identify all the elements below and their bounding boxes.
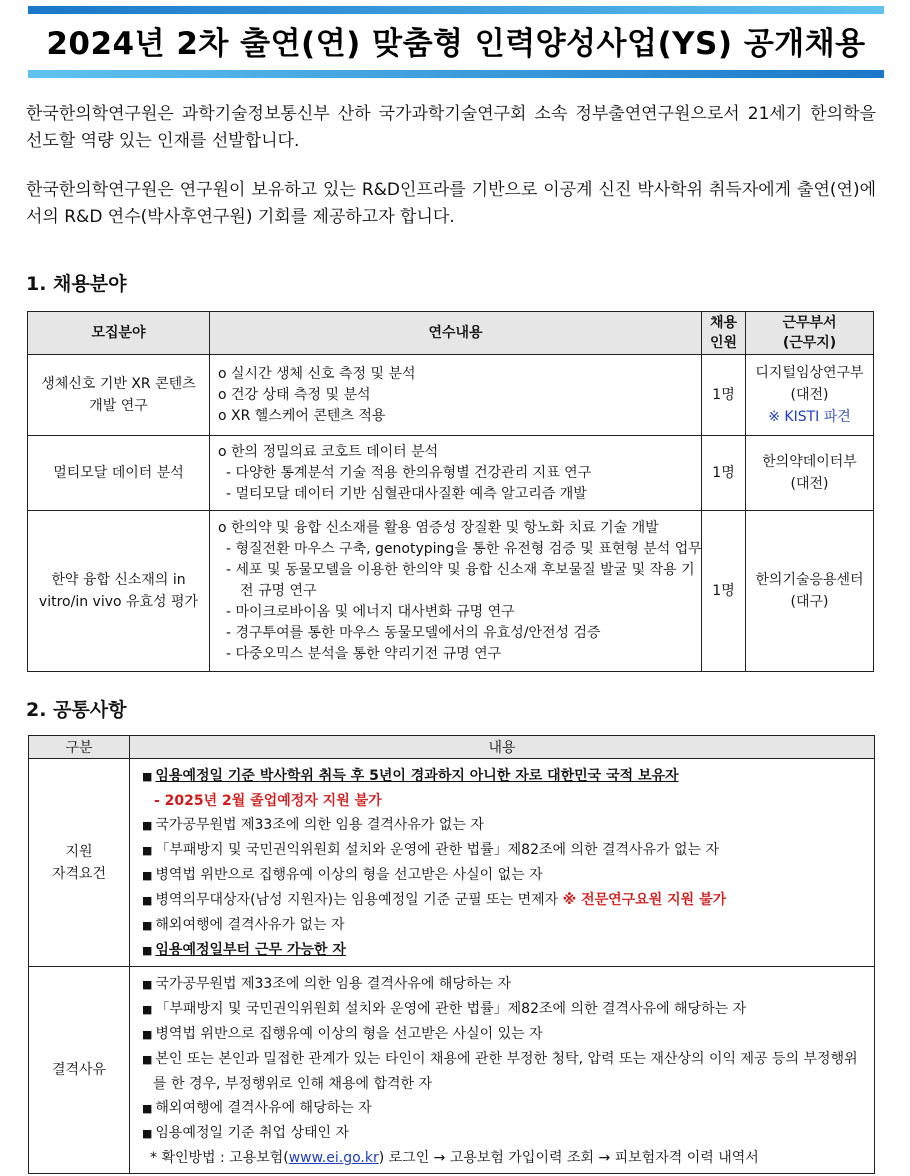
header-content: 내용	[130, 736, 875, 759]
content-cell	[210, 511, 702, 672]
list-item: o 한의약 및 융합 신소재를 활용 염증성 장질환 및 항노화 치료 기술 개발	[218, 519, 659, 536]
content-cell	[210, 355, 702, 436]
banner-bottom-line	[28, 70, 884, 78]
list-item: o XR 헬스케어 콘텐츠 적용	[218, 407, 386, 424]
department-cell: 한의기술응용센터 (대구)	[746, 511, 874, 672]
recruitment-fields-table	[27, 311, 874, 672]
employment-insurance-link[interactable]: www.ei.go.kr	[288, 1150, 379, 1166]
list-item: o 한의 정밀의료 코호트 데이터 분석	[218, 443, 439, 460]
list-item: - 다중오믹스 분석을 통한 약리기전 규명 연구	[226, 645, 502, 662]
list-item: ■ 병역의무대상자(남성 지원자)는 임용예정일 기준 군필 또는 면제자 ※ 전문연구요원 지원 불가	[142, 892, 727, 908]
section-title-recruitment-fields: 1. 채용분야	[26, 273, 127, 295]
content-cell	[210, 436, 702, 511]
count-cell: 1명	[702, 355, 746, 436]
department-cell: 한의약데이터부 (대전)	[746, 436, 874, 511]
square-bullet-icon: ■	[142, 1028, 153, 1041]
table-row-qualifications	[29, 759, 875, 967]
square-bullet-icon: ■	[142, 1102, 153, 1115]
list-item: ■ 「부패방지 및 국민권익위원회 설치와 운영에 관한 법률」제82조에 의한 결격사유에 해당하는 자	[142, 1001, 747, 1017]
square-bullet-icon: ■	[142, 894, 153, 907]
square-bullet-icon: ■	[142, 819, 153, 832]
disqualifications-content	[130, 967, 875, 1174]
table-row	[28, 436, 874, 511]
list-item: ■ 해외여행에 결격사유가 없는 자	[142, 917, 345, 933]
square-bullet-icon: ■	[142, 919, 153, 932]
banner-top-line	[28, 6, 884, 14]
count-cell: 1명	[702, 511, 746, 672]
list-item: - 경구투여를 통한 마우스 동물모델에서의 유효성/안전성 검증	[226, 624, 601, 641]
square-bullet-icon: ■	[142, 844, 153, 857]
verification-note: * 확인방법 : 고용보험(www.ei.go.kr) 로그인 → 고용보험 가입이력 조회 → 피보험자격 이력 내역서	[150, 1150, 759, 1166]
table-row	[28, 511, 874, 672]
table-row-disqualifications	[29, 967, 875, 1174]
header-department: 근무부서 (근무지)	[746, 312, 874, 355]
list-item: ■ 병역법 위반으로 집행유예 이상의 형을 선고받은 사실이 있는 자	[142, 1026, 543, 1042]
title-banner	[28, 6, 884, 78]
field-cell: 생체신호 기반 XR 콘텐츠 개발 연구	[28, 355, 210, 436]
list-item: ■ 임용예정일 기준 취업 상태인 자	[142, 1125, 350, 1141]
qualifications-content	[130, 759, 875, 967]
list-item: ■ 국가공무원법 제33조에 의한 임용 결격사유에 해당하는 자	[142, 976, 511, 992]
list-item: - 세포 및 동물모델을 이용한 한의약 및 융합 신소재 후보물질 발굴 및 작용 기전 규명 연구	[226, 561, 695, 599]
list-item: o 건강 상태 측정 및 분석	[218, 386, 371, 403]
intro-paragraph-1: 한국한의학연구원은 과학기술정보통신부 산하 국가과학기술연구회 소속 정부출연연구원으로서 21세기 한의학을 선도할 역량 있는 인재를 선발합니다.	[26, 104, 876, 151]
list-item: o 실시간 생체 신호 측정 및 분석	[218, 365, 416, 382]
field-cell: 한약 융합 신소재의 in vitro/in vivo 유효성 평가	[28, 511, 210, 672]
department-cell: 디지털임상연구부 (대전) ※ KISTI 파견	[746, 355, 874, 436]
list-item: ■ 병역법 위반으로 집행유예 이상의 형을 선고받은 사실이 없는 자	[142, 867, 543, 883]
list-item: ■ 본인 또는 본인과 밀접한 관계가 있는 타인이 채용에 관한 부정한 청탁, 압력 또는 재산상의 이익 제공 등의 부정행위를 한 경우, 부정행위로 인해 채용에 합격한 자	[142, 1051, 858, 1092]
qualifications-label: 지원 자격요건	[29, 759, 130, 967]
square-bullet-icon: ■	[142, 1003, 153, 1016]
list-item: ■ 임용예정일 기준 박사학위 취득 후 5년이 경과하지 아니한 자로 대한민국 국적 보유자	[142, 768, 679, 784]
square-bullet-icon: ■	[142, 944, 153, 957]
section-title-common-requirements: 2. 공통사항	[26, 699, 127, 721]
header-count: 채용 인원	[702, 312, 746, 355]
square-bullet-icon: ■	[142, 869, 153, 882]
field-cell: 멀티모달 데이터 분석	[28, 436, 210, 511]
square-bullet-icon: ■	[142, 770, 153, 783]
header-field: 모집분야	[28, 312, 210, 355]
list-item: ■ 임용예정일부터 근무 가능한 자	[142, 942, 346, 958]
intro-paragraph-2: 한국한의학연구원은 연구원이 보유하고 있는 R&D인프라를 기반으로 이공계 신진 박사학위 취득자에게 출연(연)에서의 R&D 연수(박사후연구원) 기회를 제공하고자 합니다.	[26, 180, 876, 227]
dispatch-note: ※ KISTI 파견	[768, 409, 851, 425]
list-item: - 멀티모달 데이터 기반 심혈관대사질환 예측 알고리즘 개발	[226, 485, 587, 502]
list-item: - 마이크로바이옴 및 에너지 대사변화 규명 연구	[226, 603, 515, 620]
square-bullet-icon: ■	[142, 1127, 153, 1140]
header-content: 연수내용	[210, 312, 702, 355]
list-item: ■ 「부패방지 및 국민권익위원회 설치와 운영에 관한 법률」제82조에 의한 결격사유가 없는 자	[142, 842, 720, 858]
square-bullet-icon: ■	[142, 978, 153, 991]
square-bullet-icon: ■	[142, 1053, 153, 1066]
list-item: - 다양한 통계분석 기술 적용 한의유형별 건강관리 지표 연구	[226, 464, 592, 481]
table-header-row	[28, 312, 874, 355]
list-item: - 2025년 2월 졸업예정자 지원 불가	[154, 793, 382, 809]
list-item: ■ 해외여행에 결격사유에 해당하는 자	[142, 1100, 372, 1116]
header-category: 구분	[29, 736, 130, 759]
table-header-row	[29, 736, 875, 759]
page-title: 2024년 2차 출연(연) 맞춤형 인력양성사업(YS) 공개채용	[46, 26, 866, 62]
common-requirements-table	[28, 735, 875, 1174]
table-row	[28, 355, 874, 436]
disqualifications-label: 결격사유	[29, 967, 130, 1174]
list-item: ■ 국가공무원법 제33조에 의한 임용 결격사유가 없는 자	[142, 817, 484, 833]
count-cell: 1명	[702, 436, 746, 511]
list-item: - 형질전환 마우스 구축, genotyping을 통한 유전형 검증 및 표현형 분석 업무	[226, 540, 702, 557]
